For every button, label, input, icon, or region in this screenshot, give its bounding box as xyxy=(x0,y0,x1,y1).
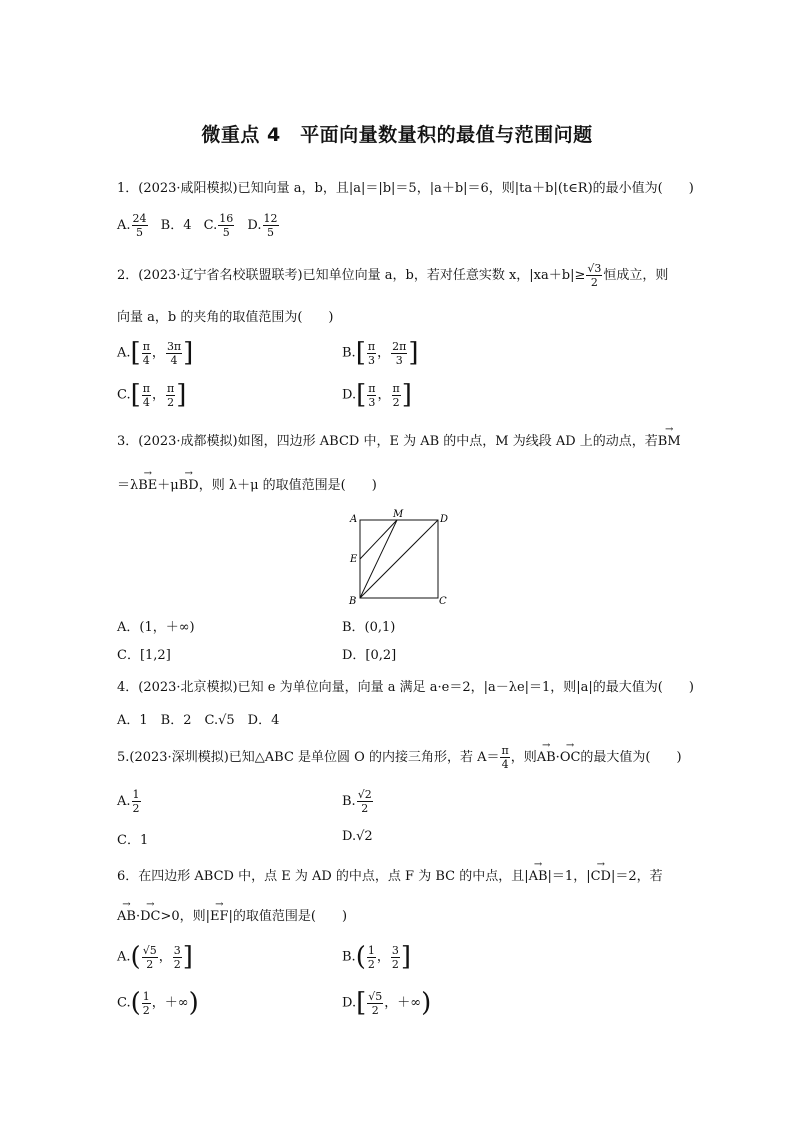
q1-opt-b: B．4 xyxy=(160,218,192,233)
segment-bd xyxy=(360,520,438,598)
label-b: B xyxy=(349,596,357,607)
q3-opt-d: D．[0,2] xyxy=(342,648,397,663)
q4-options: A．1 B．2 C.√5 D．4 xyxy=(117,713,280,728)
q1-stem: 1．(2023·咸阳模拟)已知向量 a，b，且|a|＝|b|＝5，|a＋b|＝6，则|ta＋b|(t∈R)的最小值为( ) xyxy=(117,181,694,196)
label-m: M xyxy=(393,509,404,520)
q2-opt-b: B.[ $\frac{\pi}{3}$ ， $\frac{2\pi}{3}$ ] xyxy=(342,338,419,368)
page-title: 微重点 4 平面向量数量积的最值与范围问题 xyxy=(201,124,593,146)
q1-opt-a: A. $\frac{24}{5}$ xyxy=(117,212,147,239)
label-a: A xyxy=(350,514,358,525)
q6-opt-b: B.( $\frac{1}{2}$ ， $\frac{3}{2}$ ] xyxy=(342,942,412,972)
q5-stem: 5.(2023·深圳模拟)已知△ABC 是单位圆 O 的内接三角形，若 A＝ $\frac{\pi}{4}$ ，则→ AB·→ OC的最大值为( ) xyxy=(117,744,682,771)
q1-options xyxy=(117,212,280,239)
q5-opt-c: C．1 xyxy=(117,833,149,848)
q2-stem-line2: 向量 a，b 的夹角的取值范围为( ) xyxy=(117,310,334,325)
label-c: C xyxy=(439,596,447,607)
q6-stem: 6．在四边形 ABCD 中，点 E 为 AD 的中点，点 F 为 BC 的中点，且|→ AB|＝1，|→ CD|＝2，若 xyxy=(117,865,663,884)
q5-opt-d: D.√2 xyxy=(342,829,373,844)
label-e: E xyxy=(350,554,358,565)
q1-opt-c: C. $\frac{16}{5}$ xyxy=(203,212,234,239)
q5-opt-a: A. $\frac{1}{2}$ xyxy=(117,788,140,815)
label-d: D xyxy=(440,514,449,525)
q5-opt-b: B. $\frac{√2}{2}$ xyxy=(342,788,372,815)
q6-opt-a: A.( $\frac{√5}{2}$ ， $\frac{3}{2}$ ] xyxy=(117,942,193,972)
q2-opt-a: A.[ $\frac{\pi}{4}$ ， $\frac{3\pi}{4}$ ] xyxy=(117,338,194,368)
segment-bm xyxy=(360,520,397,598)
q4-stem: 4．(2023·北京模拟)已知 e 为单位向量，向量 a 满足 a·e＝2，|a－λe|＝1，则|a|的最大值为( ) xyxy=(117,680,694,695)
segment-em xyxy=(360,520,397,559)
q3-opt-c: C．[1,2] xyxy=(117,648,171,663)
q3-opt-a: A．(1，＋∞) xyxy=(117,620,195,635)
q6-opt-d: D.[ $\frac{√5}{2}$ ，＋∞) xyxy=(342,988,432,1018)
q3-stem-line2: ＝λ→ BE＋μ→ BD，则 λ＋μ 的取值范围是( ) xyxy=(117,474,377,493)
q1-opt-d: D. $\frac{12}{5}$ xyxy=(247,212,278,239)
q2-stem: 2．(2023·辽宁省名校联盟联考)已知单位向量 a，b，若对任意实数 x，|xa＋b|≥ $\frac{√3}{2}$ 恒成立，则 xyxy=(117,262,669,289)
q6-opt-c: C.( $\frac{1}{2}$ ，＋∞) xyxy=(117,988,199,1018)
q3-stem: 3．(2023·成都模拟)如图，四边形 ABCD 中，E 为 AB 的中点，M 为线段 AD 上的动点，若→ BM xyxy=(117,430,681,449)
q3-figure xyxy=(342,508,454,608)
q2-opt-c: C.[ $\frac{\pi}{4}$ ， $\frac{\pi}{2}$ ] xyxy=(117,380,187,410)
q3-opt-b: B．(0,1) xyxy=(342,620,396,635)
q2-opt-d: D.[ $\frac{\pi}{3}$ ， $\frac{\pi}{2}$ ] xyxy=(342,380,412,410)
q6-stem-line2: → AB·→ DC>0，则|→ EF|的取值范围是( ) xyxy=(117,905,347,924)
